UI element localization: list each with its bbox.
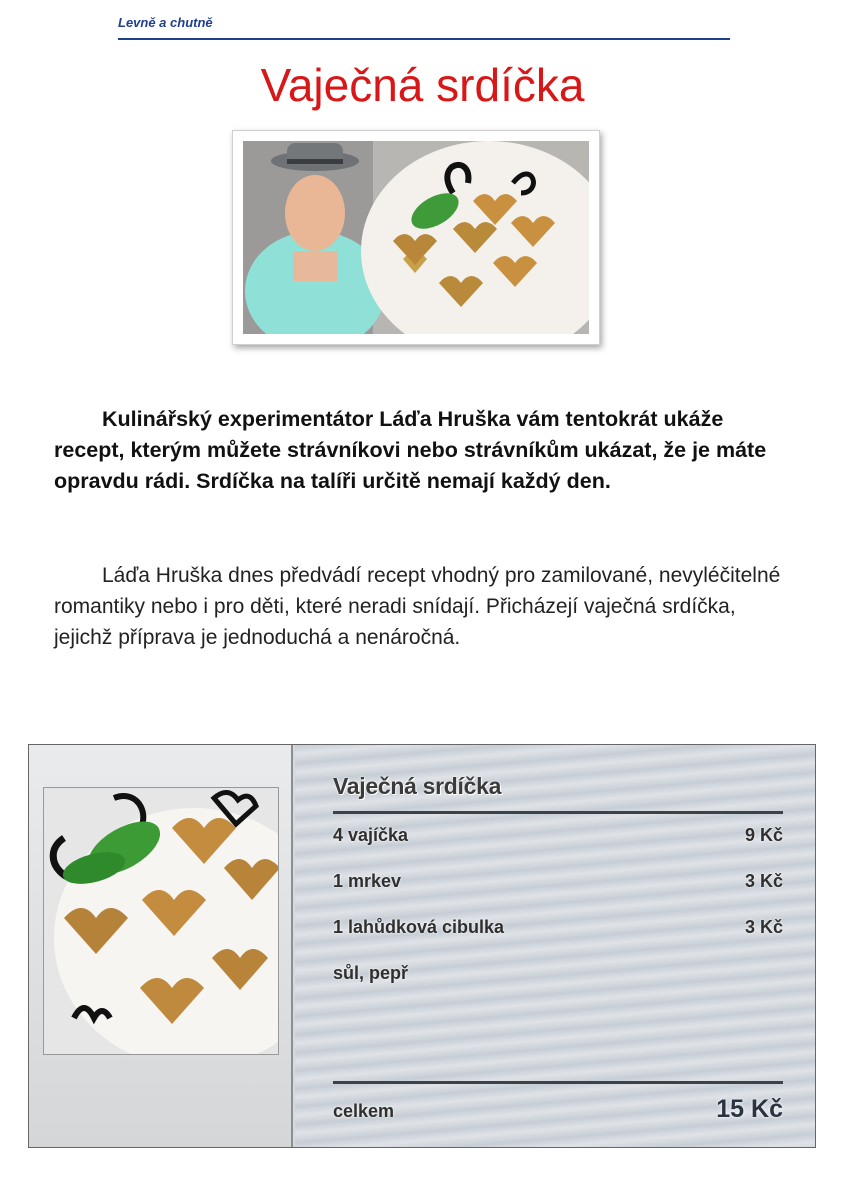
article-body <box>54 560 794 653</box>
ingredient-row <box>333 871 783 899</box>
recipe-title: Vaječná srdíčka <box>333 773 502 799</box>
section-label: Levně a chutně <box>118 15 213 30</box>
recipe-details <box>295 745 816 1148</box>
article-title: Vaječná srdíčka <box>260 59 585 111</box>
recipe-card <box>28 744 816 1148</box>
section-header <box>118 14 730 40</box>
egg-hearts-image <box>44 788 278 1054</box>
ingredient-name: sůl, pepř <box>333 963 409 983</box>
body-paragraph: Láďa Hruška dnes předvádí recept vhodný pro zamilované, nevyléčitelné romantiky nebo i pro děti, které neradi snídají. Přicházejí vaječná srdíčka, jejichž příprava je jednoduchá a nenáročná. <box>54 564 781 649</box>
ingredient-price: 3 Kč <box>744 871 783 891</box>
chef-with-hearts-image <box>243 141 589 334</box>
recipe-image-panel <box>29 745 293 1148</box>
ingredient-name: 4 vajíčka <box>333 825 409 845</box>
ingredient-row <box>333 825 783 853</box>
article-intro <box>54 404 794 497</box>
total-divider <box>333 1081 783 1084</box>
ingredient-price: 3 Kč <box>744 917 783 937</box>
total-label: celkem <box>333 1101 395 1121</box>
total-price: 15 Kč <box>716 1095 783 1123</box>
title-divider <box>333 811 783 814</box>
recipe-photo <box>43 787 279 1055</box>
chef-photo <box>232 130 600 345</box>
intro-paragraph: Kulinářský experimentátor Láďa Hruška vám tentokrát ukáže recept, kterým můžete strávníkovi nebo strávníkům ukázat, že je máte opravdu rádi. Srdíčka na talíři určitě nemají každý den. <box>54 407 767 493</box>
ingredient-row <box>333 917 783 945</box>
total-row <box>333 1095 783 1125</box>
ingredient-row <box>333 963 783 991</box>
ingredient-name: 1 lahůdková cibulka <box>333 917 505 937</box>
ingredient-price: 9 Kč <box>744 825 783 845</box>
ingredient-name: 1 mrkev <box>333 871 402 891</box>
